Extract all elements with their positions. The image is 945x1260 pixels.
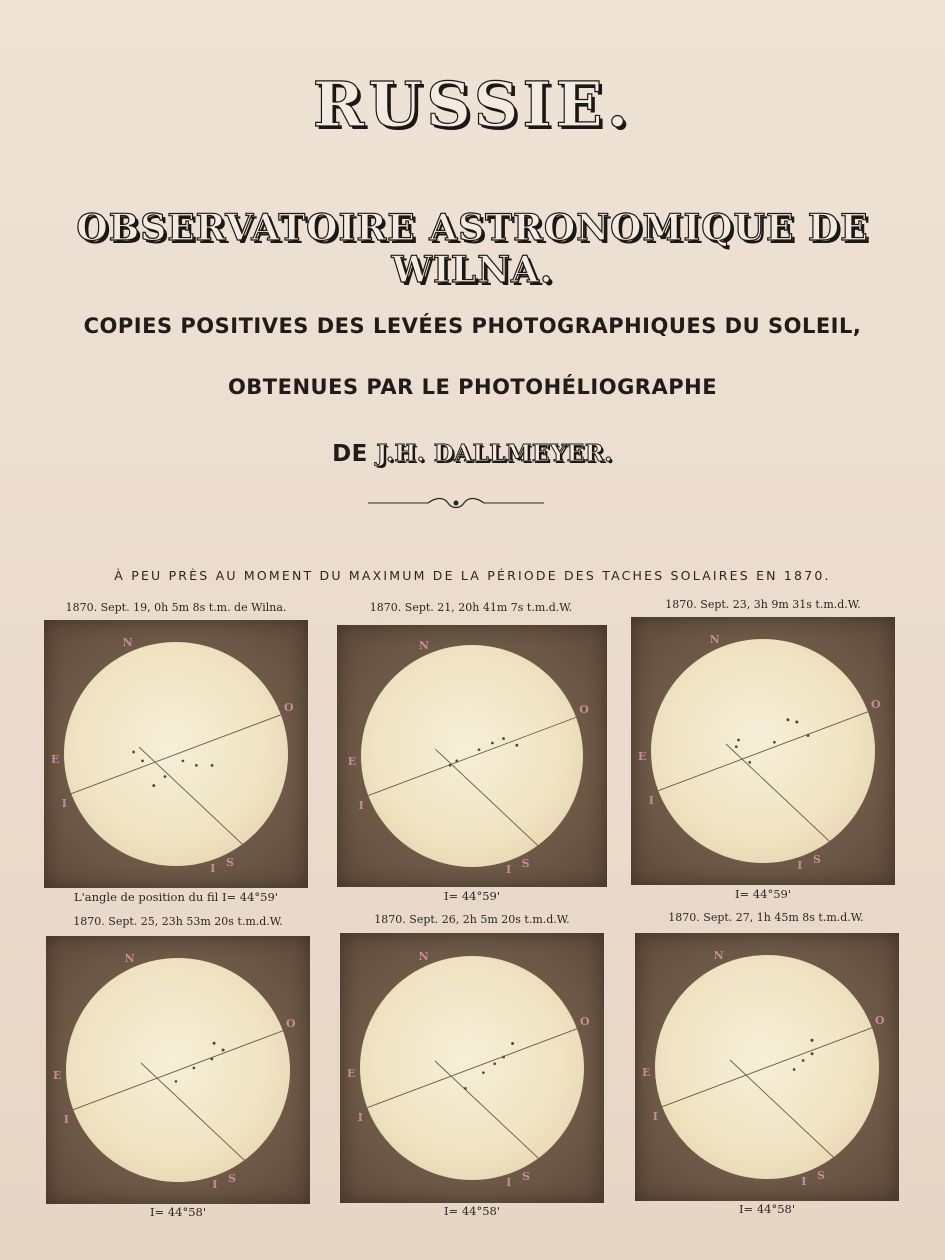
sunspot bbox=[511, 1042, 514, 1045]
angle-label-6: I= 44°58' bbox=[738, 1202, 795, 1216]
ornament-divider bbox=[368, 495, 544, 511]
sunspot bbox=[181, 759, 184, 762]
observatory-title: OBSERVATOIRE ASTRONOMIQUE DE WILNA. bbox=[76, 207, 869, 291]
south-marker: S bbox=[816, 1168, 825, 1182]
sunspot bbox=[455, 759, 458, 762]
north-marker: N bbox=[713, 949, 724, 963]
sunspot bbox=[748, 761, 751, 764]
crosshair-line bbox=[726, 744, 853, 863]
south-marker: S bbox=[521, 1169, 530, 1183]
angle-label-5: I= 44°58' bbox=[443, 1204, 500, 1218]
sunspot bbox=[515, 743, 518, 746]
plate-label-6: 1870. Sept. 27, 1h 45m 8s t.m.d.W. bbox=[668, 911, 864, 924]
solar-disc bbox=[357, 956, 584, 1180]
sunspot bbox=[793, 1068, 796, 1071]
sunspot bbox=[212, 1042, 215, 1045]
sun-photo-plate-4 bbox=[46, 936, 310, 1204]
sunspot bbox=[491, 741, 494, 744]
east-marker: E bbox=[641, 1065, 651, 1079]
sunspot bbox=[448, 764, 451, 767]
sunspot bbox=[174, 1080, 177, 1083]
fil-marker-top: I bbox=[357, 1111, 363, 1125]
angle-label-3: I= 44°59' bbox=[734, 887, 791, 901]
sunspot bbox=[802, 1059, 805, 1062]
north-marker: N bbox=[122, 636, 133, 650]
subtitle-line-3 bbox=[0, 440, 945, 467]
fil-marker-bottom: I bbox=[212, 1177, 218, 1191]
sunspot bbox=[464, 1087, 467, 1090]
west-marker: O bbox=[286, 1016, 296, 1030]
crosshair-and-spots bbox=[652, 955, 879, 1179]
sunspot bbox=[132, 750, 135, 753]
sunspot bbox=[773, 741, 776, 744]
east-marker: E bbox=[637, 749, 647, 763]
fil-marker-top: I bbox=[63, 1113, 69, 1127]
sunspot bbox=[152, 784, 155, 787]
fil-marker-top: I bbox=[61, 797, 67, 811]
sunspot bbox=[735, 745, 738, 748]
sunspot bbox=[493, 1062, 496, 1065]
sunspot bbox=[482, 1071, 485, 1074]
sunspot bbox=[163, 775, 166, 778]
sunspot bbox=[810, 1052, 813, 1055]
crosshair-and-spots bbox=[357, 956, 584, 1180]
solar-disc bbox=[652, 955, 879, 1179]
west-marker: O bbox=[871, 697, 881, 711]
sun-photo-plate-3 bbox=[631, 617, 895, 885]
fil-marker-bottom: I bbox=[801, 1174, 807, 1188]
fil-marker-bottom: I bbox=[210, 861, 216, 875]
sunspot bbox=[795, 720, 798, 723]
south-marker: S bbox=[227, 1171, 236, 1185]
north-marker: N bbox=[124, 952, 135, 966]
sunspot bbox=[210, 764, 213, 767]
crosshair-line bbox=[435, 1061, 562, 1180]
plate-label-3: 1870. Sept. 23, 3h 9m 31s t.m.d.W. bbox=[665, 598, 861, 611]
south-marker: S bbox=[812, 852, 821, 866]
sunspot bbox=[192, 1066, 195, 1069]
period-caption: À PEU PRÈS AU MOMENT DU MAXIMUM DE LA PÉRIODE DES TACHES SOLAIRES EN 1870. bbox=[114, 568, 831, 583]
fil-marker-top: I bbox=[358, 799, 364, 813]
crosshair-and-spots bbox=[61, 642, 288, 866]
photographer-name: J.H. DALLMEYER. bbox=[376, 440, 613, 467]
east-marker: E bbox=[347, 754, 357, 768]
north-marker: N bbox=[418, 639, 429, 653]
sunspot bbox=[806, 734, 809, 737]
sunspot bbox=[477, 748, 480, 751]
north-marker: N bbox=[418, 950, 429, 964]
crosshair-line bbox=[141, 1063, 268, 1182]
solar-disc bbox=[63, 958, 290, 1182]
solar-disc bbox=[648, 639, 875, 863]
plate-label-1: 1870. Sept. 19, 0h 5m 8s t.m. de Wilna. bbox=[65, 601, 287, 614]
sunspot bbox=[210, 1057, 213, 1060]
plate-label-4: 1870. Sept. 25, 23h 53m 20s t.m.d.W. bbox=[73, 915, 283, 928]
sunspot bbox=[141, 759, 144, 762]
west-marker: O bbox=[580, 1014, 590, 1028]
crosshair-and-spots bbox=[63, 958, 290, 1182]
country-title: RUSSIE. bbox=[312, 68, 633, 141]
east-marker: E bbox=[346, 1066, 356, 1080]
west-marker: O bbox=[284, 700, 294, 714]
east-marker: E bbox=[52, 1068, 62, 1082]
sun-photo-plate-2 bbox=[337, 625, 607, 887]
crosshair-and-spots bbox=[648, 639, 875, 863]
sunspot bbox=[786, 718, 789, 721]
solar-disc bbox=[61, 642, 288, 866]
south-marker: S bbox=[225, 855, 234, 869]
sunspot bbox=[737, 738, 740, 741]
crosshair-and-spots bbox=[358, 645, 584, 868]
sunspot bbox=[810, 1039, 813, 1042]
fil-marker-top: I bbox=[652, 1110, 658, 1124]
sunspot bbox=[221, 1048, 224, 1051]
plate-label-2: 1870. Sept. 21, 20h 41m 7s t.m.d.W. bbox=[369, 601, 573, 614]
crosshair-line bbox=[730, 1060, 857, 1179]
angle-label-1: L'angle de position du fil I= 44°59' bbox=[74, 890, 278, 904]
west-marker: O bbox=[579, 703, 589, 717]
fil-marker-top: I bbox=[648, 794, 654, 808]
crosshair-line bbox=[139, 747, 266, 866]
fil-marker-bottom: I bbox=[506, 1175, 512, 1189]
crosshair-line bbox=[435, 749, 561, 867]
solar-disc bbox=[358, 645, 584, 868]
sunspot bbox=[502, 1055, 505, 1058]
plate-label-5: 1870. Sept. 26, 2h 5m 20s t.m.d.W. bbox=[374, 913, 570, 926]
subtitle-line-2: OBTENUES PAR LE PHOTOHÉLIOGRAPHE bbox=[227, 375, 718, 399]
north-marker: N bbox=[709, 633, 720, 647]
west-marker: O bbox=[875, 1013, 885, 1027]
sunspot bbox=[195, 764, 198, 767]
angle-label-4: I= 44°58' bbox=[149, 1205, 206, 1219]
fil-marker-bottom: I bbox=[797, 858, 803, 872]
east-marker: E bbox=[50, 752, 60, 766]
sun-photo-plate-6 bbox=[635, 933, 899, 1201]
south-marker: S bbox=[521, 856, 530, 870]
sun-photo-plate-1 bbox=[44, 620, 308, 888]
angle-label-2: I= 44°59' bbox=[443, 889, 500, 903]
fil-marker-bottom: I bbox=[506, 863, 512, 877]
sun-photo-plate-5 bbox=[340, 933, 604, 1203]
subtitle-prefix: DE bbox=[332, 441, 368, 467]
subtitle-line-1: COPIES POSITIVES DES LEVÉES PHOTOGRAPHIQUES DU SOLEIL, bbox=[83, 314, 862, 338]
sunspot bbox=[502, 737, 505, 740]
